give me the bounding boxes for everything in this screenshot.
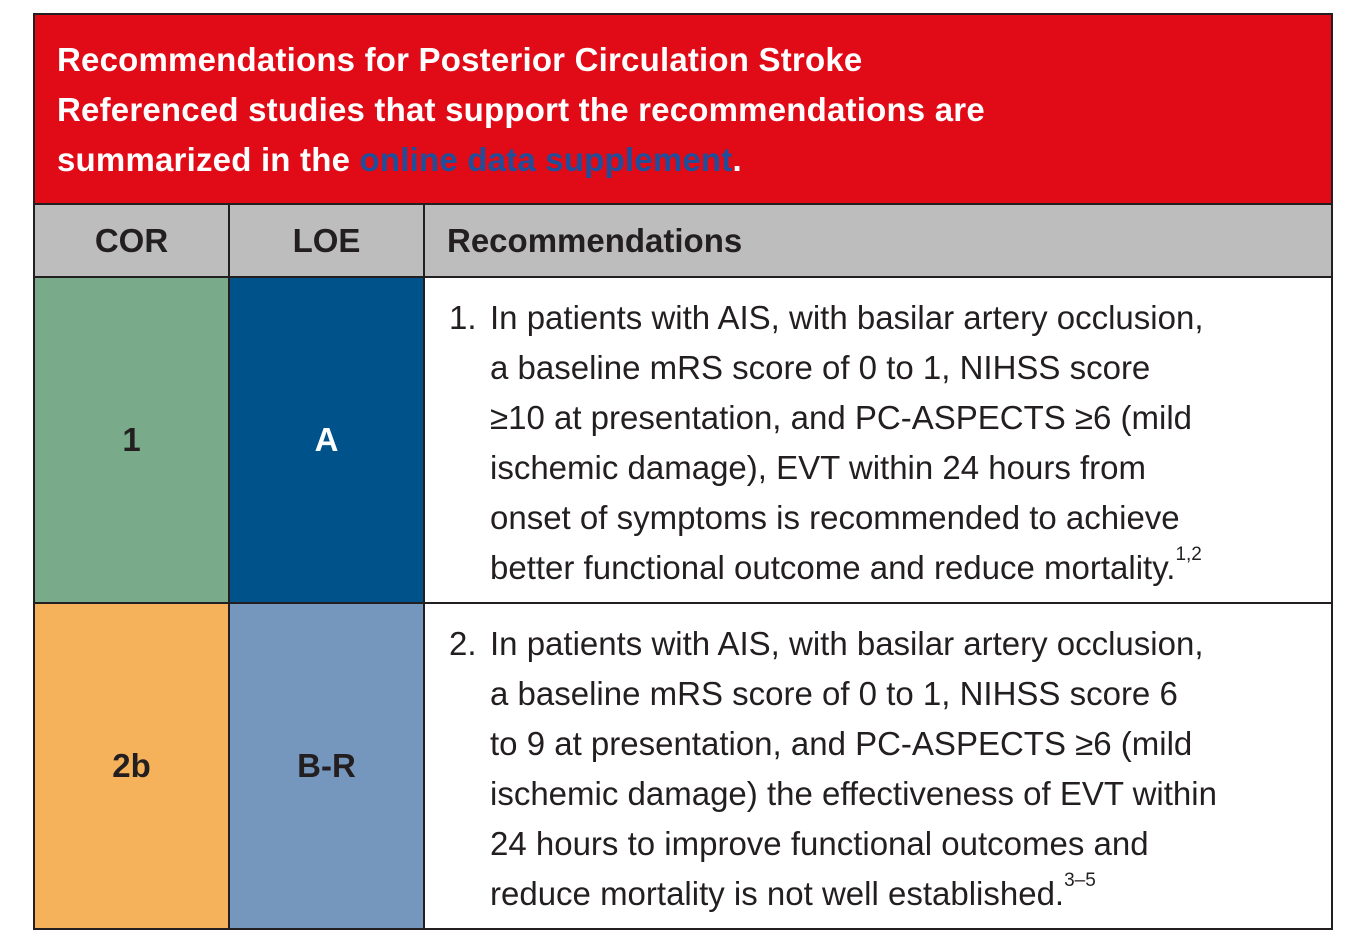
recommendation-number: 2. <box>449 625 477 662</box>
rec-line: 24 hours to improve functional outcomes and <box>490 825 1149 862</box>
rec-line: In patients with AIS, with basilar artery occlusion, <box>490 299 1204 336</box>
title-line-3 <box>57 135 1311 185</box>
title-line-1: Recommendations for Posterior Circulation Stroke <box>57 41 863 78</box>
recommendation-number: 1. <box>449 299 477 336</box>
table-title <box>35 15 1331 205</box>
reference-superscript: 1,2 <box>1175 544 1202 565</box>
cor-cell: 1 <box>35 278 230 602</box>
header-recommendations: Recommendations <box>425 205 1331 276</box>
table-header-row <box>35 205 1331 278</box>
loe-cell: A <box>230 278 425 602</box>
rec-line: onset of symptoms is recommended to achieve <box>490 499 1180 536</box>
rec-line: reduce mortality is not well established. <box>490 875 1065 912</box>
title-line-2: Referenced studies that support the recommendations are <box>57 91 985 128</box>
header-loe: LOE <box>230 205 425 276</box>
recommendation-text <box>449 619 1321 919</box>
reference-superscript: 3–5 <box>1064 870 1096 891</box>
loe-cell: B-R <box>230 604 425 928</box>
online-data-supplement-link[interactable]: online data supplement <box>359 141 733 178</box>
recommendation-table <box>33 13 1333 930</box>
rec-line: ischemic damage), EVT within 24 hours from <box>490 449 1146 486</box>
recommendation-cell <box>425 604 1331 928</box>
rec-line: a baseline mRS score of 0 to 1, NIHSS score 6 <box>490 675 1178 712</box>
rec-line: to 9 at presentation, and PC-ASPECTS ≥6 (mild <box>490 725 1193 762</box>
table-row <box>35 604 1331 928</box>
rec-line: ≥10 at presentation, and PC-ASPECTS ≥6 (mild <box>490 399 1193 436</box>
recommendation-cell <box>425 278 1331 602</box>
rec-line: better functional outcome and reduce mortality. <box>490 549 1176 586</box>
header-cor: COR <box>35 205 230 276</box>
rec-line: In patients with AIS, with basilar artery occlusion, <box>490 625 1204 662</box>
title-line-3-prefix: summarized in the <box>57 141 360 178</box>
rec-line: a baseline mRS score of 0 to 1, NIHSS score <box>490 349 1151 386</box>
rec-line: ischemic damage) the effectiveness of EVT within <box>490 775 1217 812</box>
title-line-3-suffix: . <box>732 141 742 178</box>
table-row <box>35 278 1331 604</box>
recommendation-text <box>449 293 1321 593</box>
cor-cell: 2b <box>35 604 230 928</box>
